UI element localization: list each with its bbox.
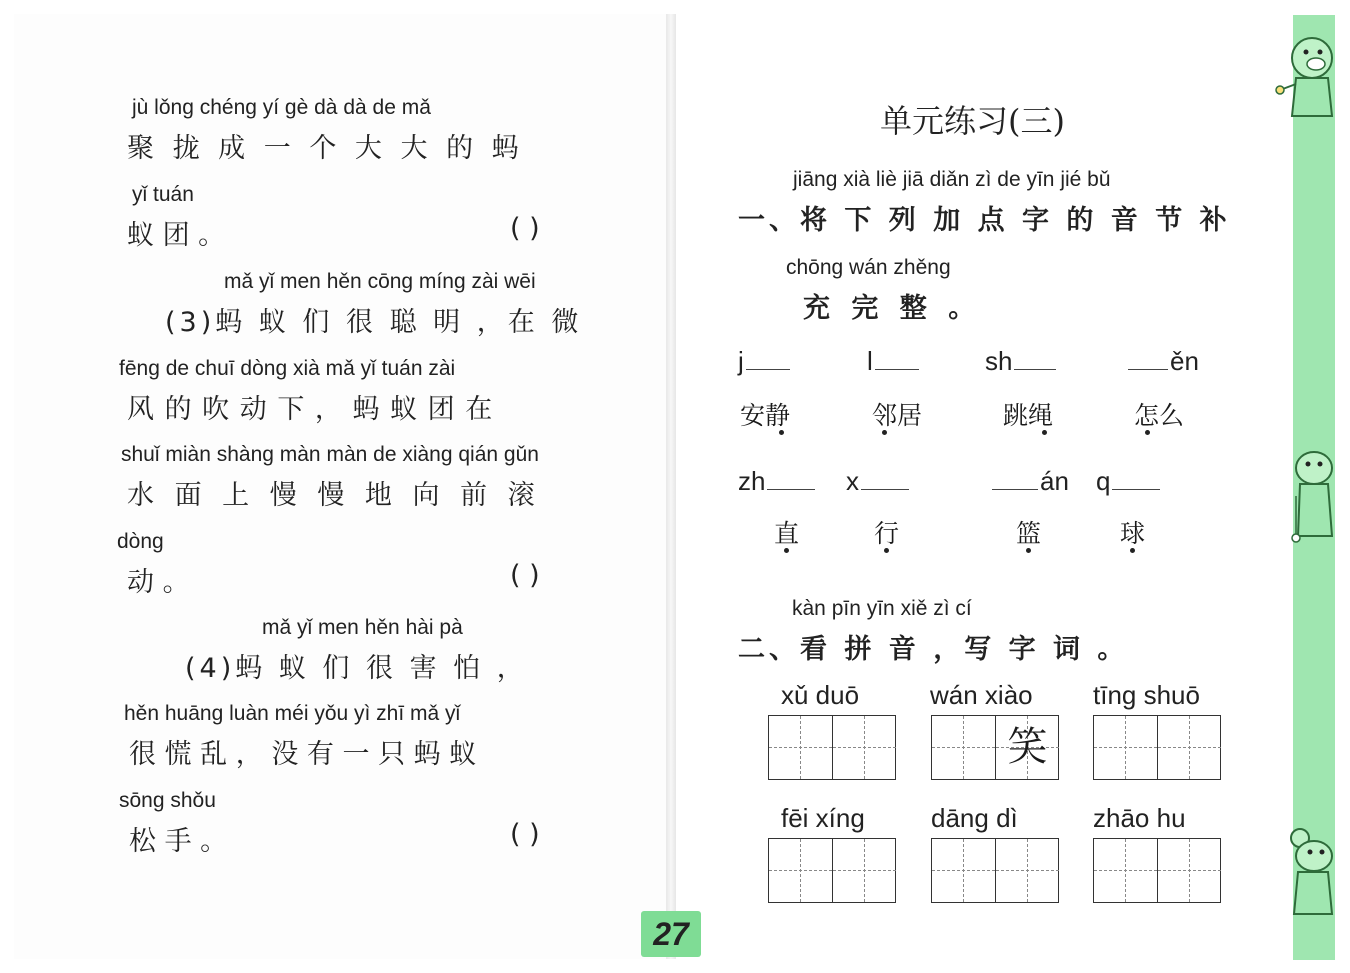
blank-zh[interactable]: zh: [738, 466, 817, 497]
answer-paren-1[interactable]: ( ): [510, 213, 540, 244]
pinyin-line-4: fēng de chuī dòng xià mǎ yǐ tuán zài: [119, 357, 456, 380]
blank-q[interactable]: q: [1096, 466, 1162, 497]
hanzi-line-1: 聚 拢 成 一 个 大 大 的 蚂: [127, 133, 524, 164]
writing-grid-4[interactable]: [768, 838, 896, 903]
answer-paren-2[interactable]: ( ): [510, 560, 540, 591]
q2-pinyin-6: zhāo hu: [1093, 803, 1186, 833]
q1-instruction-line-1: 一、将 下 列 加 点 字 的 音 节 补: [738, 205, 1231, 236]
hanzi-line-6: 动 。: [127, 567, 190, 598]
page-number: 27: [653, 916, 689, 952]
word-linju: 邻居: [872, 401, 923, 430]
dot-mark: [884, 548, 889, 553]
pinyin-line-2: yǐ tuán: [132, 183, 194, 206]
blank-x[interactable]: x: [846, 466, 911, 497]
pinyin-line-8: hěn huāng luàn méi yǒu yì zhī mǎ yǐ: [124, 702, 461, 725]
writing-grid-3[interactable]: [1093, 715, 1221, 780]
blank-sh[interactable]: sh: [985, 346, 1058, 377]
word-zenme: 怎么: [1134, 401, 1185, 430]
writing-grid-1[interactable]: [768, 715, 896, 780]
hanzi-line-8: 很 慌 乱 ， 没 有 一 只 蚂 蚁: [129, 739, 477, 770]
cartoon-mouse-icon: [1276, 822, 1342, 922]
cartoon-dog-icon: [1278, 440, 1342, 550]
dot-mark: [1130, 548, 1135, 553]
filled-character: 笑: [1007, 724, 1048, 770]
pinyin-line-5: shuǐ miàn shàng màn màn de xiàng qián gǔn: [121, 443, 539, 466]
pinyin-line-9: sōng shǒu: [119, 789, 216, 812]
word-zhi: 直: [774, 519, 800, 548]
dot-mark: [1026, 548, 1031, 553]
q2-pinyin-3: tīng shuō: [1093, 680, 1200, 710]
q1-instruction-line-2: 充 完 整 。: [803, 293, 982, 324]
hanzi-line-2: 蚁 团 。: [127, 220, 226, 251]
exercise-title: 单元练习(三): [880, 102, 1065, 140]
q2-pinyin-4: fēi xíng: [781, 803, 865, 833]
pinyin-line-7: mǎ yǐ men hěn hài pà: [262, 616, 463, 639]
pinyin-line-3: mǎ yǐ men hěn cōng míng zài wēi: [224, 270, 536, 293]
pinyin-line-6: dòng: [117, 530, 164, 553]
page-number-badge: [641, 911, 701, 957]
hanzi-line-4: 风 的 吹 动 下 ， 蚂 蚁 团 在: [127, 394, 494, 425]
blank-an[interactable]: án: [990, 466, 1069, 497]
q2-pinyin-2: wán xiào: [930, 680, 1033, 710]
hanzi-line-5: 水 面 上 慢 慢 地 向 前 滚: [127, 480, 541, 511]
word-qiu: 球: [1120, 519, 1146, 548]
dot-mark: [784, 548, 789, 553]
writing-grid-2[interactable]: [931, 715, 1059, 780]
hanzi-line-3: (3)蚂 蚁 们 很 聪 明 ，在 微: [165, 307, 583, 338]
blank-j[interactable]: j: [738, 346, 792, 377]
pinyin-line-1: jù lǒng chéng yí gè dà dà de mǎ: [132, 96, 431, 119]
writing-grid-6[interactable]: [1093, 838, 1221, 903]
page-gutter: [666, 14, 676, 959]
answer-paren-3[interactable]: ( ): [510, 819, 540, 850]
dot-mark: [882, 430, 887, 435]
q2-pinyin-5: dāng dì: [931, 803, 1018, 833]
dot-mark: [1145, 430, 1150, 435]
q1-pinyin-line-2: chōng wán zhěng: [786, 256, 951, 279]
dot-mark: [1042, 430, 1047, 435]
word-tiaosheng: 跳绳: [1003, 401, 1054, 430]
dot-mark: [779, 430, 784, 435]
cartoon-pig-icon: [1272, 28, 1344, 124]
word-lan: 篮: [1016, 519, 1042, 548]
q2-pinyin: kàn pīn yīn xiě zì cí: [792, 597, 972, 620]
hanzi-line-7: (4)蚂 蚁 们 很 害 怕 ，: [185, 653, 528, 684]
q1-pinyin-line-1: jiāng xià liè jiā diǎn zì de yīn jié bǔ: [793, 168, 1111, 191]
word-xing: 行: [874, 519, 900, 548]
blank-en[interactable]: ěn: [1126, 346, 1199, 377]
hanzi-line-9: 松 手 。: [129, 826, 228, 857]
q2-instruction: 二、看 拼 音 ，写 字 词 。: [738, 634, 1129, 665]
blank-l[interactable]: l: [867, 346, 921, 377]
word-anjing: 安静: [740, 401, 791, 430]
q2-pinyin-1: xǔ duō: [781, 680, 860, 710]
writing-grid-5[interactable]: [931, 838, 1059, 903]
